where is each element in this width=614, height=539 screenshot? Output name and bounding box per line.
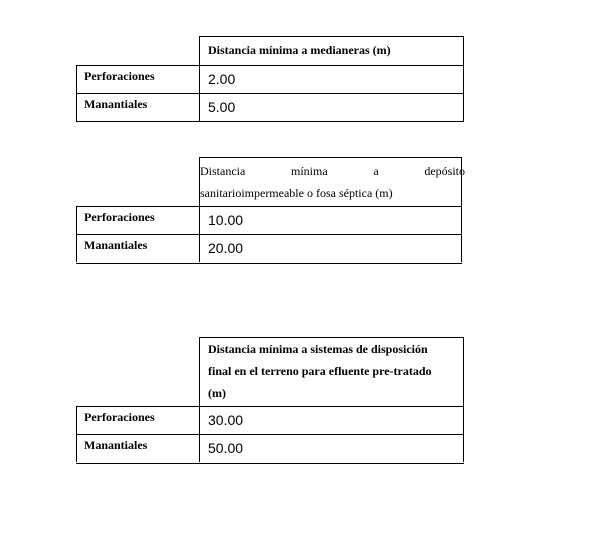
row-value: 2.00 [199, 65, 464, 93]
header-line-2: sanitarioimpermeable o fosa séptica (m) [200, 186, 393, 200]
table-bottom-border [76, 121, 464, 122]
table-header [199, 337, 464, 407]
row-label: Perforaciones [76, 406, 200, 434]
row-value: 20.00 [199, 234, 462, 262]
table-header [199, 157, 465, 207]
row-label: Manantiales [76, 434, 200, 462]
table-row [76, 93, 464, 121]
table-row [76, 234, 462, 262]
row-label: Perforaciones [76, 65, 200, 93]
row-value: 30.00 [199, 406, 464, 434]
table-row [76, 65, 464, 93]
row-label: Manantiales [76, 93, 200, 121]
table-row [76, 406, 464, 434]
table-disposicion-final [76, 337, 464, 465]
header-line-1: Distancia mínima a depósito [200, 164, 465, 178]
header-text: Distancia mínima a medianeras (m) [208, 43, 391, 57]
table-bottom-border [76, 263, 462, 264]
table-row [76, 434, 464, 462]
table-medianeras [76, 36, 464, 123]
table-bottom-border [76, 463, 464, 464]
table-deposito [76, 157, 464, 265]
row-label: Perforaciones [76, 206, 200, 234]
header-line-3: (m) [208, 386, 226, 400]
header-line-1: Distancia mínima a sistemas de disposición [208, 342, 428, 356]
row-value: 50.00 [199, 434, 464, 462]
header-line-2: final en el terreno para efluente pre-tratado [208, 364, 432, 378]
table-row [76, 206, 462, 234]
table-header [199, 36, 464, 66]
row-value: 10.00 [199, 206, 462, 234]
row-value: 5.00 [199, 93, 464, 121]
row-label: Manantiales [76, 234, 200, 262]
